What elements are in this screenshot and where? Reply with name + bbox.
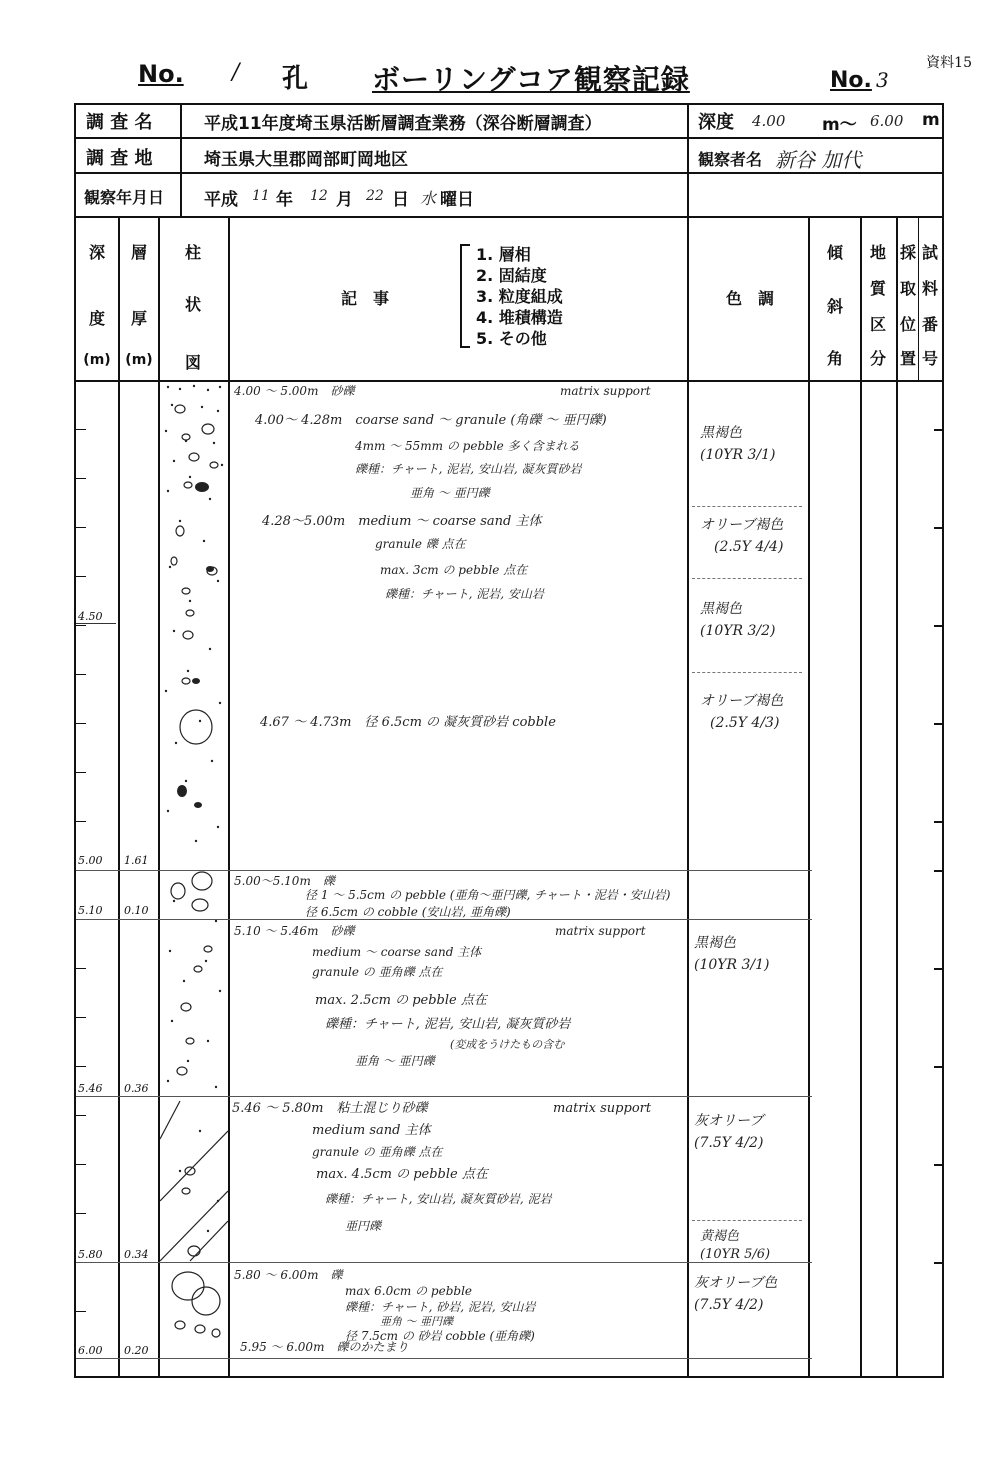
pebble	[195, 1325, 205, 1333]
color-name: オリーブ褐色	[700, 693, 784, 709]
geo-col-divider	[860, 216, 862, 1378]
pebble	[192, 872, 212, 890]
date-day: 22	[366, 188, 384, 204]
color-name: オリーブ褐色	[700, 517, 784, 533]
note-line: 5.80 〜 6.00m 礫	[234, 1268, 343, 1282]
pebble	[202, 424, 214, 434]
note-line: 5.00〜5.10m 礫	[234, 874, 335, 888]
sand-dot	[199, 720, 201, 722]
right-tick	[934, 1164, 942, 1166]
legend-item: 2. 固結度	[476, 266, 547, 285]
color-code: (10YR 5/6)	[700, 1247, 771, 1262]
depth-mark: 4.50	[78, 610, 103, 623]
depth-tick	[76, 478, 86, 479]
depth-tick	[76, 576, 86, 577]
notes-header: 記 事	[340, 289, 389, 308]
sample-pos-header-4: 置	[899, 349, 916, 368]
page-title: ボーリングコア観察記録	[372, 63, 690, 96]
color-code: (10YR 3/1)	[694, 957, 770, 973]
geo-header-1: 地	[869, 243, 886, 262]
hole-suffix: 孔	[282, 64, 309, 94]
pebble	[182, 1188, 190, 1194]
sand-dot	[179, 520, 181, 522]
color-name: 灰オリーブ	[694, 1113, 764, 1129]
color-entry	[700, 422, 776, 466]
pebble	[180, 710, 212, 744]
note-line: granule の 亜角礫 点在	[312, 965, 443, 979]
observer-label: 観察者名	[698, 150, 763, 169]
note-line: granule 礫 点在	[375, 537, 466, 551]
legend-list	[476, 244, 563, 349]
clay-hatch	[190, 1221, 228, 1261]
dark-pebble	[195, 482, 209, 492]
sand-dot	[207, 1040, 209, 1042]
column-header-2: 状	[184, 295, 201, 314]
color-dashed-boundary	[692, 578, 802, 579]
title-row	[0, 60, 1000, 100]
color-code: (2.5Y 4/4)	[714, 539, 784, 555]
note-line: 5.95 〜 6.00m 礫のかたまり	[240, 1340, 409, 1354]
right-tick	[934, 527, 942, 529]
color-entry	[700, 598, 776, 642]
layer-boundary	[76, 1358, 812, 1359]
thickness-mark: 0.34	[124, 1248, 149, 1261]
sand-dot	[173, 630, 175, 632]
legend-item: 1. 層相	[476, 245, 531, 264]
sand-dot	[211, 760, 213, 762]
depth-tick	[76, 968, 86, 969]
sand-dot	[213, 442, 215, 444]
geo-header-2: 質	[869, 279, 886, 298]
dip-header-3: 角	[826, 349, 843, 368]
sand-dot	[205, 960, 207, 962]
color-name: 灰オリーブ色	[694, 1275, 778, 1291]
note-line: medium 〜 coarse sand 主体	[312, 945, 482, 959]
note-line: 亜角 〜 亜円礫	[410, 486, 490, 500]
sand-dot	[209, 498, 211, 500]
sand-dot	[173, 460, 175, 462]
color-name: 黒褐色	[694, 935, 736, 951]
pebble	[186, 610, 194, 616]
sand-dot	[199, 1130, 201, 1132]
depth-tick	[76, 821, 86, 822]
clay-hatch	[160, 1101, 180, 1139]
sand-dot	[217, 826, 219, 828]
color-entry	[694, 932, 770, 976]
date-month-unit: 月	[336, 190, 353, 210]
sand-dot	[195, 840, 197, 842]
sand-dot	[183, 980, 185, 982]
note-line: 礫種：チャート, 泥岩, 安山岩, 凝灰質砂岩	[355, 462, 582, 476]
depth-unit-mid: m〜	[822, 115, 857, 135]
dark-pebble	[192, 678, 200, 684]
depth-tick	[76, 723, 86, 724]
depth-tick	[76, 625, 86, 626]
note-line: 径 6.5cm の cobble (安山岩, 亜角礫)	[305, 905, 511, 919]
thickness-header-1: 層	[130, 243, 147, 262]
sand-dot	[215, 920, 217, 922]
depth-mark: 5.00	[78, 854, 103, 867]
depth-mark: 6.00	[78, 1344, 103, 1357]
survey-name-value: 平成11年度埼玉県活断層調査業務（深谷断層調査）	[204, 114, 602, 134]
pebble	[181, 1003, 191, 1011]
sand-dot	[203, 540, 205, 542]
hole-no-label: No.	[138, 60, 184, 88]
sand-dot	[187, 1060, 189, 1062]
depth-header-unit: (m)	[83, 352, 111, 368]
note-line: medium sand 主体	[312, 1123, 431, 1138]
sand-dot	[217, 410, 219, 412]
site-label: 調 査 地	[86, 148, 153, 169]
pebble	[182, 588, 190, 594]
right-tick	[934, 1066, 942, 1068]
sand-dot	[171, 1020, 173, 1022]
observer-value: 新谷 加代	[775, 148, 862, 172]
sand-dot	[185, 780, 187, 782]
depth-tick	[76, 674, 86, 675]
clay-hatch	[160, 1131, 228, 1201]
depth-mark-line	[76, 623, 116, 624]
color-name: 黒褐色	[700, 425, 742, 441]
color-entry	[694, 1110, 763, 1154]
color-code: (7.5Y 4/2)	[694, 1135, 764, 1151]
color-entry	[694, 1272, 777, 1316]
note-line: 亜角 〜 亜円礫	[380, 1315, 453, 1328]
depth-to: 6.00	[870, 112, 904, 130]
date-day-unit: 日	[392, 190, 409, 210]
pebble	[204, 946, 212, 952]
reference-label: 資料15	[926, 55, 972, 71]
note-line: 礫種：チャート, 砂岩, 泥岩, 安山岩	[345, 1300, 536, 1314]
depth-tick	[76, 1213, 86, 1214]
page-no-label: No.	[830, 68, 872, 93]
color-column-divider	[687, 103, 689, 1378]
dip-header-2: 斜	[826, 297, 843, 316]
sand-dot	[187, 670, 189, 672]
depth-tick	[76, 429, 86, 430]
thickness-mark: 0.10	[124, 904, 149, 917]
sand-dot	[171, 404, 173, 406]
note-line: 4.28〜5.00m medium 〜 coarse sand 主体	[262, 514, 542, 529]
info-label-divider	[180, 103, 182, 216]
sand-dot	[167, 386, 169, 388]
sample-sub-divider	[918, 216, 919, 380]
note-line: 4mm 〜 55mm の pebble 多く含まれる	[355, 439, 580, 453]
color-dashed-boundary	[692, 506, 802, 507]
color-header: 色 調	[725, 289, 774, 308]
sample-no-header-4: 号	[921, 349, 938, 368]
depth-label: 深度	[698, 112, 734, 133]
depth-tick	[76, 1066, 86, 1067]
thickness-mark: 0.36	[124, 1082, 149, 1095]
right-tick	[934, 1262, 942, 1264]
depth-header-1: 深	[88, 243, 105, 262]
depth-col-divider	[118, 216, 120, 1378]
note-sub: (変成をうけたもの含む	[450, 1038, 565, 1051]
column-header-1: 柱	[184, 243, 201, 262]
color-code: (2.5Y 4/3)	[710, 715, 780, 731]
note-line: 5.10 〜 5.46m 砂礫	[234, 924, 355, 938]
sand-dot	[207, 389, 209, 391]
color-code: (7.5Y 4/2)	[694, 1297, 764, 1313]
depth-mark: 5.80	[78, 1248, 103, 1261]
lithology-column	[160, 381, 228, 1358]
right-tick	[934, 723, 942, 725]
sand-dot	[189, 476, 191, 478]
depth-tick	[76, 1164, 86, 1165]
date-weekday-unit: 曜日	[440, 190, 474, 210]
sand-dot	[169, 566, 171, 568]
dip-header-1: 傾	[826, 243, 843, 262]
sand-dot	[167, 810, 169, 812]
note-line: max. 4.5cm の pebble 点在	[316, 1167, 488, 1182]
note-line: 礫種：チャート, 泥岩, 安山岩	[385, 587, 544, 601]
legend-item: 3. 粒度組成	[476, 287, 563, 306]
right-tick	[934, 968, 942, 970]
thickness-header-2: 厚	[130, 309, 147, 328]
hole-no-value: /	[232, 60, 240, 85]
depth-header-2: 度	[88, 309, 105, 328]
sample-col-divider	[896, 216, 898, 1378]
info-divider-1	[74, 137, 944, 139]
dip-col-divider	[808, 216, 810, 1378]
sand-dot	[219, 702, 221, 704]
note-line: max 6.0cm の pebble	[345, 1284, 473, 1298]
pebble	[176, 526, 184, 536]
depth-tick	[76, 772, 86, 773]
right-tick	[934, 821, 942, 823]
color-code: (10YR 3/1)	[700, 447, 776, 463]
sand-dot	[167, 490, 169, 492]
sample-pos-header-1: 採	[899, 243, 916, 262]
note-line: 亜角 〜 亜円礫	[355, 1054, 435, 1068]
depth-unit-end: m	[922, 110, 940, 130]
dark-pebble	[206, 566, 214, 572]
depth-tick	[76, 1311, 86, 1312]
pebble	[172, 1272, 204, 1300]
note-line: 4.00〜 4.28m coarse sand 〜 granule (角礫 〜 亜円礫)	[255, 413, 607, 428]
sand-dot	[207, 1230, 209, 1232]
sand-dot	[189, 600, 191, 602]
date-month: 12	[310, 188, 328, 204]
sand-dot	[173, 900, 175, 902]
note-line: 亜円礫	[345, 1219, 382, 1233]
sand-dot	[201, 406, 203, 408]
sand-dot	[169, 950, 171, 952]
sand-dot	[193, 385, 195, 387]
pebble	[189, 453, 199, 461]
pebble	[171, 557, 177, 565]
note-line: 礫種：チャート, 泥岩, 安山岩, 凝灰質砂岩	[325, 1017, 571, 1032]
sand-dot	[165, 430, 167, 432]
sample-no-header-3: 番	[921, 315, 938, 334]
depth-tick	[76, 527, 86, 528]
right-tick	[934, 429, 942, 431]
sample-no-header-2: 料	[921, 279, 938, 298]
pebble	[184, 482, 192, 488]
thickness-mark: 0.20	[124, 1344, 149, 1357]
pebble	[171, 883, 185, 899]
sand-dot	[219, 386, 221, 388]
sample-pos-header-2: 取	[899, 279, 916, 298]
sand-dot	[165, 690, 167, 692]
depth-tick	[76, 1017, 86, 1018]
date-era: 平成	[204, 190, 238, 210]
legend-bracket	[460, 244, 470, 348]
right-tick	[934, 870, 942, 872]
note-line: 5.46 〜 5.80m 粘土混じり砂礫	[232, 1101, 428, 1116]
pebble	[210, 462, 218, 468]
sand-dot	[221, 464, 223, 466]
dark-pebble	[194, 802, 202, 808]
sand-dot	[215, 1086, 217, 1088]
note-support: matrix support	[560, 384, 651, 398]
column-col-divider	[228, 216, 230, 1378]
sample-no-header-1: 試	[921, 243, 938, 262]
pebble	[182, 434, 190, 440]
pebble	[175, 405, 185, 413]
note-line: 径 1 〜 5.5cm の pebble (亜角〜亜円礫, チャート・泥岩・安山岩)	[305, 888, 671, 902]
pebble	[188, 1246, 200, 1256]
color-entry	[700, 1228, 770, 1264]
pebble	[177, 1067, 187, 1075]
date-label: 観察年月日	[84, 188, 165, 207]
sand-dot	[209, 648, 211, 650]
color-dashed-boundary	[692, 1220, 802, 1221]
date-year-unit: 年	[276, 190, 293, 210]
color-name: 黒褐色	[700, 601, 742, 617]
color-dashed-boundary	[692, 672, 802, 673]
color-name: 黄褐色	[700, 1229, 740, 1244]
pebble	[186, 1038, 194, 1044]
pebble	[194, 966, 202, 972]
pebble	[192, 899, 208, 911]
sand-dot	[217, 580, 219, 582]
date-weekday: 水	[420, 189, 437, 208]
column-header-3: 図	[184, 353, 201, 372]
sand-dot	[167, 1080, 169, 1082]
sample-pos-header-3: 位	[899, 315, 916, 334]
note-line: 4.00 〜 5.00m 砂礫	[234, 384, 355, 398]
geo-header-3: 区	[869, 315, 886, 334]
color-entry	[700, 690, 783, 734]
thickness-mark: 1.61	[124, 854, 149, 867]
color-entry	[700, 514, 783, 558]
note-line: 礫種：チャート, 安山岩, 凝灰質砂岩, 泥岩	[325, 1192, 552, 1206]
pebble	[183, 631, 193, 639]
pebble	[175, 1321, 185, 1329]
note-line: max. 2.5cm の pebble 点在	[315, 993, 487, 1008]
note-support: matrix support	[553, 1101, 652, 1116]
sand-dot	[175, 742, 177, 744]
pebble	[182, 678, 190, 684]
date-year: 11	[252, 188, 270, 204]
note-support: matrix support	[555, 924, 646, 938]
sand-dot	[179, 388, 181, 390]
right-tick	[934, 625, 942, 627]
depth-from: 4.00	[752, 112, 786, 130]
note-line: 径 7.5cm の 砂岩 cobble (亜角礫)	[345, 1329, 535, 1343]
note-line: granule の 亜角礫 点在	[312, 1145, 443, 1159]
depth-mark: 5.10	[78, 904, 103, 917]
geo-header-4: 分	[869, 349, 886, 368]
site-value: 埼玉県大里郡岡部町岡地区	[204, 150, 408, 170]
depth-tick	[76, 1115, 86, 1116]
info-divider-3	[74, 216, 944, 218]
legend-item: 4. 堆積構造	[476, 308, 563, 327]
dark-pebble	[177, 785, 187, 797]
clay-hatch	[160, 1191, 228, 1261]
survey-name-label: 調 査 名	[86, 112, 153, 133]
note-line: 4.67 〜 4.73m 径 6.5cm の 凝灰質砂岩 cobble	[260, 715, 556, 730]
note-line: max. 3cm の pebble 点在	[380, 563, 528, 577]
sand-dot	[219, 990, 221, 992]
pebble	[212, 1329, 220, 1337]
sand-dot	[179, 1170, 181, 1172]
depth-mark: 5.46	[78, 1082, 103, 1095]
pebble	[192, 1287, 220, 1315]
thickness-header-unit: (m)	[125, 352, 153, 368]
color-code: (10YR 3/2)	[700, 623, 776, 639]
page-no-value: 3	[876, 68, 889, 92]
legend-item: 5. その他	[476, 329, 547, 348]
